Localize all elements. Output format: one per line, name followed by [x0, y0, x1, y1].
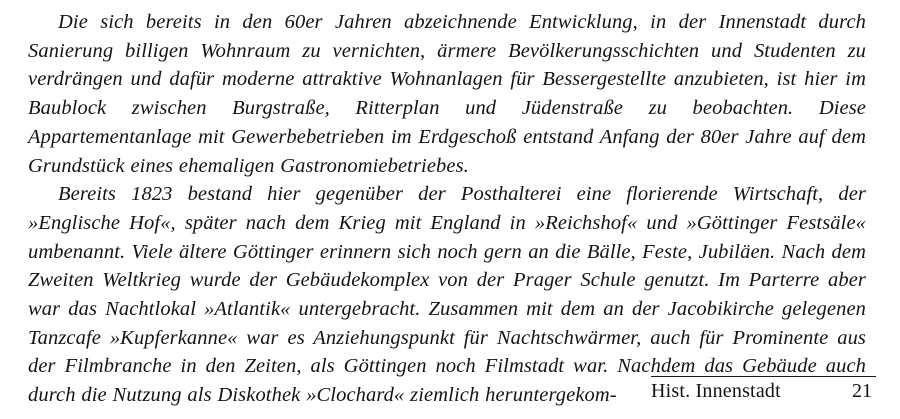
body-text: [28, 8, 866, 410]
page-footer: [651, 376, 876, 403]
footer-section-title: Hist. Innenstadt: [651, 380, 781, 402]
paragraph-1: Die sich bereits in den 60er Jahren abzeichnende Entwicklung, in der Innenstadt durch Sanierung billigen Wohnraum zu vernichten, ärmere Bevölkerungsschichten und Studenten zu verdrängen und dafür moderne attraktive Wohnanlagen für Bessergestellte anzubieten, ist hier im Baublock zwischen Burgstraße, Ritterplan und Jüdenstraße zu beobachten. Diese Appartementanlage mit Gewerbebetrieben im Erdgeschoß entstand Anfang der 80er Jahre auf dem Grundstück eines ehemaligen Gastronomiebetriebes.: [28, 11, 866, 177]
footer-page-number: 21: [852, 380, 872, 402]
paragraph-2: Bereits 1823 bestand hier gegenüber der Posthalterei eine florierende Wirtschaft, der »Englische Hof«, später nach dem Krieg mit England in »Reichshof« und »Göttinger Festsäle« umbenannt. Viele ältere Göttinger erinnern sich noch gern an die Bälle, Feste, Jubiläen. Nach dem Zweiten Weltkrieg wurde der Gebäudekomplex von der Prager Schule genutzt. Im Parterre aber war das Nachtlokal »Atlantik« untergebracht. Zusammen mit dem an der Jacobikirche gelegenen Tanzcafe »Kupferkanne« war es Anziehungspunkt für Nachtschwärmer, auch für Prominente aus der Filmbranche in den Zeiten, als Göttingen noch Filmstadt war. Nachdem das Gebäude auch durch die Nutzung als Diskothek »Clochard« ziemlich heruntergekom-: [28, 183, 866, 407]
